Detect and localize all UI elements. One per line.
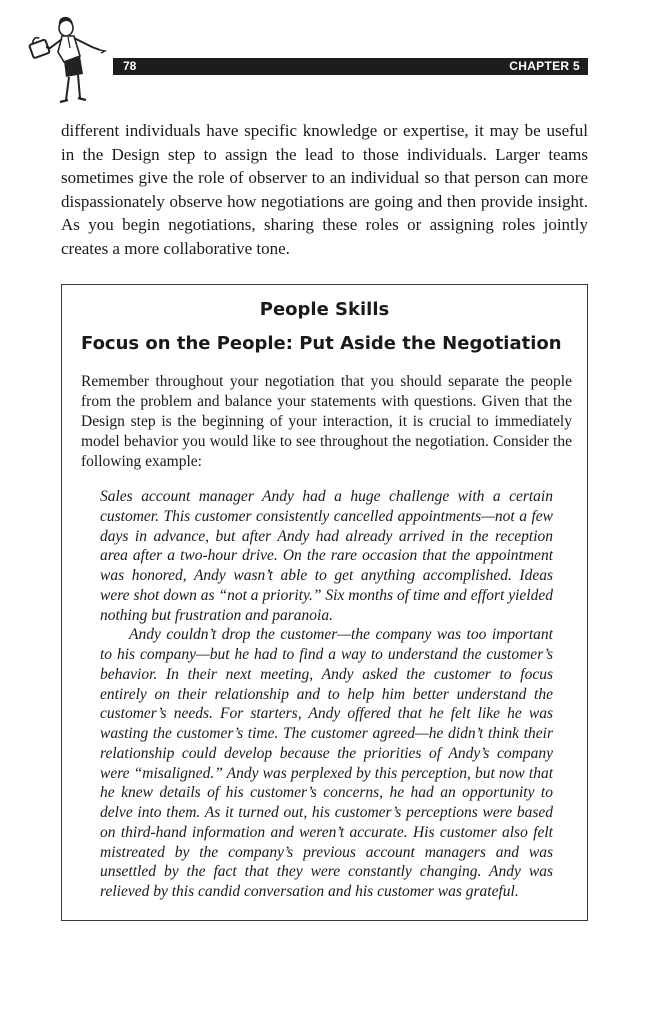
- example-paragraph: Andy couldn’t drop the customer—the company was too important to his company—but he had to find a way to understand the customer’s behavior. In their next meeting, Andy asked the customer to focus entirely on their relationship and to help him better understand the customer’s needs. For starters, Andy offered that he felt like he was wasting the customer’s time. The customer agreed—he didn’t think their relationship could develop because the priorities of Andy’s company were “misaligned.” Andy was perplexed by this perception, but now that he knew details of his customer’s concerns, he had an opportunity to delve into them. As it turned out, his customer’s perceptions were based on third-hand information and weren’t accurate. His customer also felt mistreated by the company’s previous account managers and was unsettled by the fact that they were constantly changing. Andy was relieved by this candid conversation and his customer was grateful.: [100, 626, 553, 900]
- page-number: 78: [123, 59, 137, 73]
- people-skills-sidebar: [61, 284, 588, 921]
- sidebar-title: People Skills: [259, 299, 390, 320]
- running-header: [113, 58, 588, 75]
- intro-paragraph: different individuals have specific knowledge or expertise, it may be useful in the Design step to assign the lead to those individuals. Larger teams sometimes give the role of observer to an individual so that person can more dispassionately observe how negotiations are going and then provide insight. As you begin negotiations, sharing these roles or assigning roles jointly creates a more collaborative tone.: [61, 121, 588, 258]
- example-paragraph: Sales account manager Andy had a huge challenge with a certain customer. This customer consistently cancelled appointments—not a few days in advance, but after Andy had already arrived in the reception area after a two-hour drive. On the rare occasion that the appointment was honored, Andy wasn’t able to get anything accomplished. Ideas were shot down as “not a priority.” Six months of time and effort yielded nothing but frustration and paranoia.: [100, 488, 553, 624]
- businesswoman-with-briefcase-icon: [28, 14, 114, 106]
- example-block: [100, 487, 553, 902]
- sidebar-subtitle: Focus on the People: Put Aside the Negotiation: [81, 333, 562, 354]
- sidebar-body-paragraph: Remember throughout your negotiation that you should separate the people from the problem and balance your statements with questions. Given that the Design step is the beginning of your interaction, it is crucial to immediately model behavior you would like to see throughout the negotiation. Consider the following example:: [81, 373, 572, 470]
- businesswoman-figure-drawing: [28, 14, 114, 106]
- chapter-label: CHAPTER 5: [509, 59, 580, 73]
